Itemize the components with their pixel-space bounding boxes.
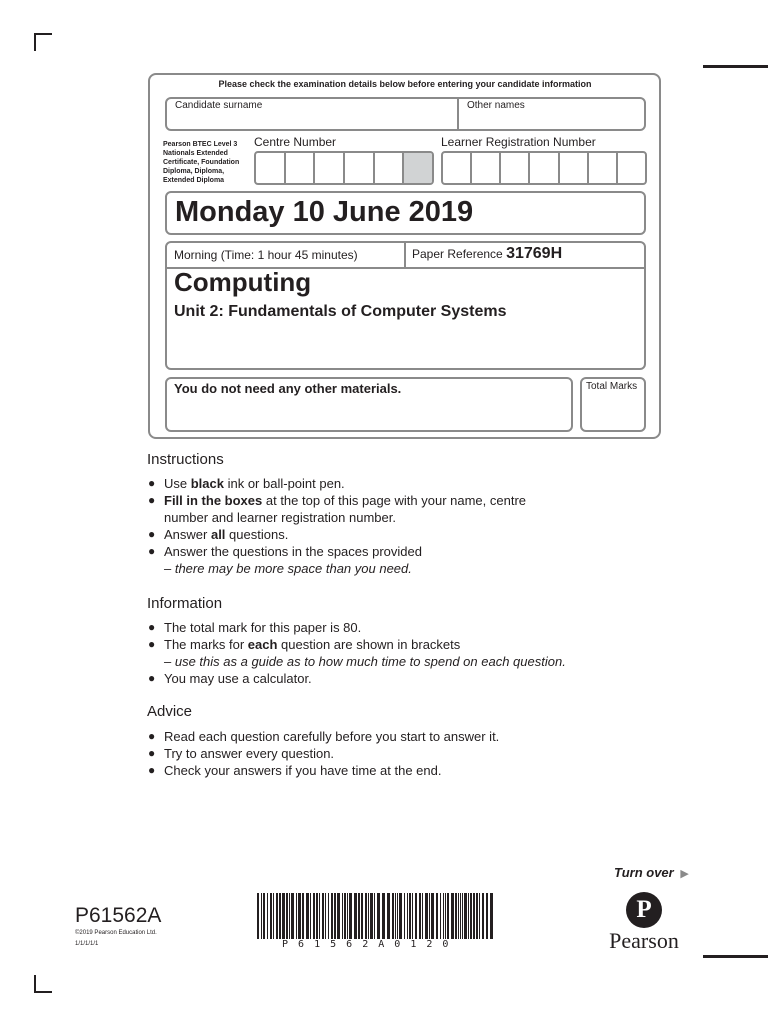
total-marks-box[interactable] xyxy=(580,377,646,432)
paper-code: P61562A xyxy=(75,904,162,927)
barcode-bar xyxy=(342,893,343,939)
subject-title: Computing xyxy=(174,267,312,297)
learner-digit[interactable] xyxy=(472,153,501,183)
learner-digit[interactable] xyxy=(443,153,472,183)
learner-digit[interactable] xyxy=(618,153,645,183)
barcode-bar xyxy=(368,893,369,939)
centre-digit[interactable] xyxy=(315,153,345,183)
barcode-text: P 6 1 5 6 2 A 0 1 2 0 xyxy=(282,939,451,950)
barcode-bar xyxy=(344,893,346,939)
barcode-bar xyxy=(397,893,398,939)
session-vertical-divider xyxy=(404,243,406,268)
barcode-bar xyxy=(486,893,488,939)
list-item: ● Answer all questions. xyxy=(148,527,289,542)
barcode-bar xyxy=(490,893,493,939)
centre-digit[interactable] xyxy=(375,153,405,183)
advice-heading: Advice xyxy=(147,703,193,720)
bullet-icon: ● xyxy=(148,620,156,634)
learner-digit[interactable] xyxy=(560,153,589,183)
barcode-bar xyxy=(316,893,318,939)
bullet-icon: ● xyxy=(148,637,156,651)
centre-number-label: Centre Number xyxy=(254,135,337,149)
barcode-bar xyxy=(479,893,480,939)
list-item: ● Check your answers if you have time at the end. xyxy=(148,763,442,778)
bottom-right-rule xyxy=(703,955,768,958)
other-names-label: Other names xyxy=(467,100,525,111)
information-list xyxy=(147,619,607,687)
list-item: ● You may use a calculator. xyxy=(148,671,312,686)
learner-digit[interactable] xyxy=(589,153,618,183)
barcode-bar xyxy=(296,893,297,939)
paper-ref-label: Paper Reference xyxy=(412,247,503,261)
barcode-bar xyxy=(419,893,421,939)
barcode-bar xyxy=(365,893,367,939)
barcode-bar xyxy=(289,893,290,939)
bullet-icon: ● xyxy=(148,746,156,760)
barcode-bar xyxy=(313,893,315,939)
barcode-bar xyxy=(349,893,352,939)
barcode xyxy=(257,893,495,939)
turn-over-label: Turn over xyxy=(614,865,674,880)
barcode-bar xyxy=(377,893,380,939)
list-item: ● Try to answer every question. xyxy=(148,746,335,761)
learner-digit[interactable] xyxy=(530,153,559,183)
list-item-note: – there may be more space than you need. xyxy=(164,561,412,576)
crop-mark-bottom-h xyxy=(34,991,52,993)
triangle-right-icon: ▶ xyxy=(680,868,689,880)
barcode-bar xyxy=(328,893,329,939)
centre-digit[interactable] xyxy=(256,153,286,183)
barcode-bar xyxy=(399,893,402,939)
bullet-icon: ● xyxy=(148,671,156,685)
barcode-bar xyxy=(431,893,434,939)
qualification-text: Pearson BTEC Level 3 Nationals Extended Certificate, Foundation Diploma, Diploma, Extended Diploma xyxy=(163,141,240,184)
barcode-bar xyxy=(458,893,459,939)
pearson-logo xyxy=(602,892,686,954)
barcode-bar xyxy=(395,893,396,939)
barcode-bar xyxy=(404,893,405,939)
barcode-bar xyxy=(282,893,285,939)
barcode-bar xyxy=(460,893,461,939)
barcode-bar xyxy=(273,893,274,939)
paper-ref-value: 31769H xyxy=(506,245,563,262)
barcode-bar xyxy=(382,893,385,939)
barcode-bar xyxy=(286,893,288,939)
list-item: ● The total mark for this paper is 80. xyxy=(148,620,362,635)
barcode-bar xyxy=(415,893,417,939)
barcode-bar xyxy=(422,893,423,939)
barcode-bar xyxy=(443,893,444,939)
centre-digit-shaded xyxy=(404,153,432,183)
session-time: Morning (Time: 1 hour 45 minutes) xyxy=(174,248,358,262)
materials-box xyxy=(165,377,573,432)
barcode-bar xyxy=(451,893,454,939)
copyright: ©2019 Pearson Education Ltd. xyxy=(75,930,157,936)
list-item: ● Read each question carefully before you start to answer it. xyxy=(148,729,500,744)
barcode-bar xyxy=(337,893,340,939)
list-item: ● Answer the questions in the spaces provided – there may be more space than you need. xyxy=(147,543,567,577)
barcode-bar xyxy=(263,893,265,939)
candidate-surname-field[interactable] xyxy=(165,97,459,131)
top-right-rule xyxy=(703,65,768,68)
barcode-bar xyxy=(412,893,413,939)
barcode-bar xyxy=(276,893,278,939)
exam-date: Monday 10 June 2019 xyxy=(175,196,474,228)
barcode-bar xyxy=(270,893,272,939)
barcode-bar xyxy=(331,893,333,939)
barcode-bar xyxy=(470,893,472,939)
barcode-bar xyxy=(310,893,311,939)
barcode-bar xyxy=(462,893,463,939)
barcode-bar xyxy=(464,893,467,939)
barcode-bar xyxy=(374,893,375,939)
list-item: ● The marks for each question are shown in brackets – use this as a guide as to how much time to spend on each question. xyxy=(147,636,607,670)
instructions-heading: Instructions xyxy=(147,451,224,468)
barcode-bar xyxy=(392,893,394,939)
barcode-bar xyxy=(347,893,348,939)
turn-over[interactable] xyxy=(614,865,689,880)
bullet-icon: ● xyxy=(148,493,156,507)
barcode-bar xyxy=(409,893,411,939)
list-item-note: – use this as a guide as to how much time to spend on each question. xyxy=(164,654,566,669)
other-names-field[interactable] xyxy=(457,97,646,131)
bullet-icon: ● xyxy=(148,544,156,558)
barcode-bar xyxy=(291,893,294,939)
instructions-list xyxy=(147,475,567,577)
barcode-bar xyxy=(261,893,262,939)
barcode-bar xyxy=(429,893,430,939)
barcode-bar xyxy=(407,893,408,939)
barcode-bar xyxy=(354,893,357,939)
barcode-bar xyxy=(476,893,478,939)
centre-digit[interactable] xyxy=(345,153,375,183)
barcode-bar xyxy=(322,893,324,939)
barcode-bar xyxy=(306,893,309,939)
list-item: ● Fill in the boxes at the top of this page with your name, centre number and learner registration number. xyxy=(148,493,527,525)
barcode-bar xyxy=(267,893,268,939)
barcode-bar xyxy=(440,893,441,939)
barcode-bar xyxy=(257,893,259,939)
total-marks-label: Total Marks xyxy=(586,381,638,392)
centre-number-boxes[interactable] xyxy=(254,151,434,185)
unit-title: Unit 2: Fundamentals of Computer Systems xyxy=(174,303,507,320)
barcode-bar xyxy=(325,893,326,939)
barcode-bar xyxy=(334,893,336,939)
barcode-bar xyxy=(319,893,320,939)
barcode-bar xyxy=(447,893,449,939)
barcode-bar xyxy=(302,893,304,939)
centre-digit[interactable] xyxy=(286,153,316,183)
bullet-icon: ● xyxy=(148,763,156,777)
materials-text: You do not need any other materials. xyxy=(174,381,402,396)
learner-reg-label: Learner Registration Number xyxy=(441,135,596,149)
crop-mark-top-h xyxy=(34,33,52,35)
barcode-bar xyxy=(370,893,373,939)
barcode-bar xyxy=(468,893,469,939)
barcode-bar xyxy=(298,893,301,939)
print-code: 1/1/1/1/1 xyxy=(75,941,99,947)
barcode-bar xyxy=(445,893,446,939)
crop-mark-top xyxy=(34,33,36,51)
barcode-bar xyxy=(279,893,281,939)
advice-list xyxy=(147,728,607,779)
barcode-bar xyxy=(358,893,360,939)
learner-digit[interactable] xyxy=(501,153,530,183)
barcode-bar xyxy=(455,893,457,939)
pearson-p-icon: P xyxy=(626,892,662,928)
bullet-icon: ● xyxy=(148,729,156,743)
date-box xyxy=(165,191,646,235)
candidate-surname-label: Candidate surname xyxy=(175,100,263,111)
bullet-icon: ● xyxy=(148,476,156,490)
paper-reference xyxy=(412,245,562,263)
barcode-bar xyxy=(482,893,484,939)
barcode-bar xyxy=(425,893,428,939)
information-heading: Information xyxy=(147,595,223,612)
check-notice: Please check the examination details below before entering your candidate information xyxy=(218,79,592,89)
list-item: ● Use black ink or ball-point pen. xyxy=(148,476,345,491)
barcode-bar xyxy=(387,893,390,939)
learner-reg-boxes[interactable] xyxy=(441,151,647,185)
barcode-bar xyxy=(436,893,438,939)
pearson-wordmark: Pearson xyxy=(609,928,679,953)
barcode-bar xyxy=(361,893,363,939)
bullet-icon: ● xyxy=(148,527,156,541)
barcode-bar xyxy=(473,893,475,939)
